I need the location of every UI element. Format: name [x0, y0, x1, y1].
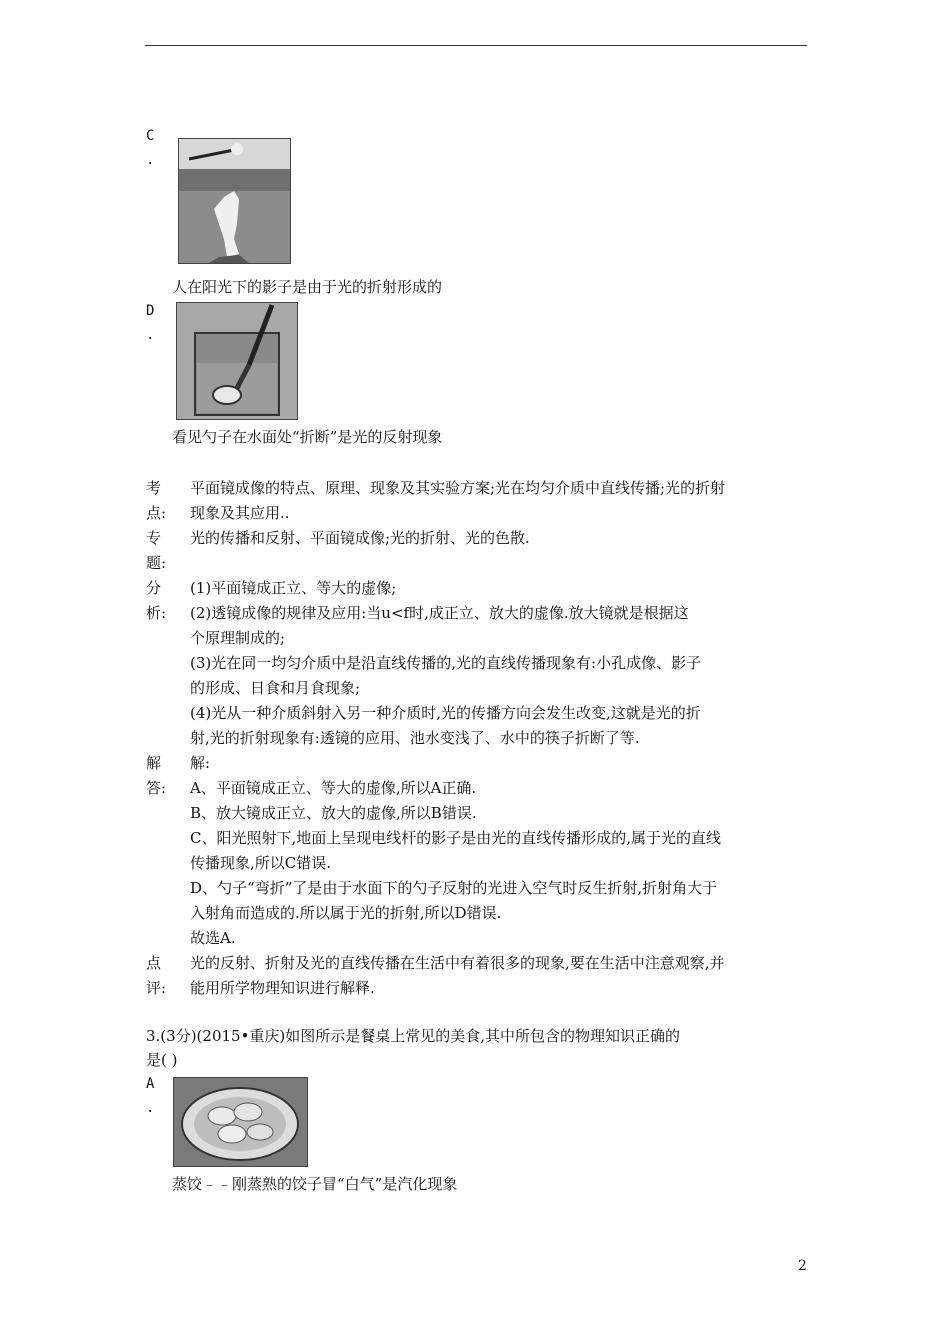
dianping-line-2: 能用所学物理知识进行解释.: [190, 979, 375, 997]
jieda-line: C、阳光照射下,地面上呈现电线杆的影子是由光的直线传播形成的,属于光的直线: [190, 829, 722, 847]
jieda-line: A、平面镜成正立、等大的虚像,所以A正确.: [190, 779, 477, 797]
kaodian-line-2: 现象及其应用..: [190, 504, 290, 522]
fenxi-line: (3)光在同一均匀介质中是沿直线传播的,光的直线传播现象有:小孔成像、影子: [190, 654, 702, 672]
jieda-line: B、放大镜成正立、放大的虚像,所以B错误.: [190, 804, 477, 822]
spoon-in-water-image: [176, 302, 298, 420]
option-a-caption: 蒸饺﹣﹣刚蒸熟的饺子冒“白气”是汽化现象: [172, 1175, 458, 1193]
header-rule: [145, 45, 807, 46]
option-a-dot: .: [146, 1100, 155, 1116]
dianping-line-1: 光的反射、折射及光的直线传播在生活中有着很多的现象,要在生活中注意观察,并: [190, 954, 725, 972]
dumplings-image: [173, 1077, 308, 1167]
option-a-letter: A: [146, 1076, 155, 1092]
kaodian-label-1: 考: [146, 479, 162, 497]
option-d-dot: .: [146, 327, 155, 343]
kaodian-line-1: 平面镜成像的特点、原理、现象及其实验方案;光在均匀介质中直线传播;光的折射: [190, 479, 726, 497]
jieda-label-2: 答:: [146, 779, 167, 797]
golfer-shadow-image: [178, 138, 291, 264]
question-3-line-2: 是( ): [146, 1051, 178, 1069]
fenxi-label-1: 分: [146, 579, 162, 597]
fenxi-line: (2)透镜成像的规律及应用:当u<f时,成正立、放大的虚像.放大镜就是根据这: [190, 604, 689, 622]
fenxi-line: (1)平面镜成正立、等大的虚像;: [190, 579, 397, 597]
jieda-line: 传播现象,所以C错误.: [190, 854, 332, 872]
dianping-label-2: 评:: [146, 979, 167, 997]
fenxi-line: 个原理制成的;: [190, 629, 286, 647]
zhuanti-label-1: 专: [146, 529, 162, 547]
fenxi-line: (4)光从一种介质斜射入另一种介质时,光的传播方向会发生改变,这就是光的折: [190, 704, 701, 722]
jieda-line: 解:: [190, 754, 211, 772]
option-c-caption: 人在阳光下的影子是由于光的折射形成的: [172, 278, 443, 296]
option-c-dot: .: [146, 152, 155, 168]
question-3-line-1: 3.(3分)(2015•重庆)如图所示是餐桌上常见的美食,其中所包含的物理知识正确的: [146, 1027, 681, 1045]
fenxi-label-2: 析:: [146, 604, 167, 622]
kaodian-label-2: 点:: [146, 504, 167, 522]
jieda-label-1: 解: [146, 754, 162, 772]
jieda-line: 故选A.: [190, 929, 236, 947]
fenxi-line: 射,光的折射现象有:透镜的应用、池水变浅了、水中的筷子折断了等.: [190, 729, 640, 747]
option-d-letter: D: [146, 303, 155, 319]
option-d-caption: 看见勺子在水面处“折断”是光的反射现象: [172, 428, 443, 446]
jieda-line: D、勺子“弯折”了是由于水面下的勺子反射的光进入空气时反生折射,折射角大于: [190, 879, 718, 897]
option-c-letter: C: [146, 128, 155, 144]
page-number: 2: [798, 1258, 807, 1274]
dianping-label-1: 点: [146, 954, 162, 972]
zhuanti-label-2: 题:: [146, 554, 167, 572]
fenxi-line: 的形成、日食和月食现象;: [190, 679, 361, 697]
zhuanti-line-1: 光的传播和反射、平面镜成像;光的折射、光的色散.: [190, 529, 530, 547]
jieda-line: 入射角而造成的.所以属于光的折射,所以D错误.: [190, 904, 502, 922]
